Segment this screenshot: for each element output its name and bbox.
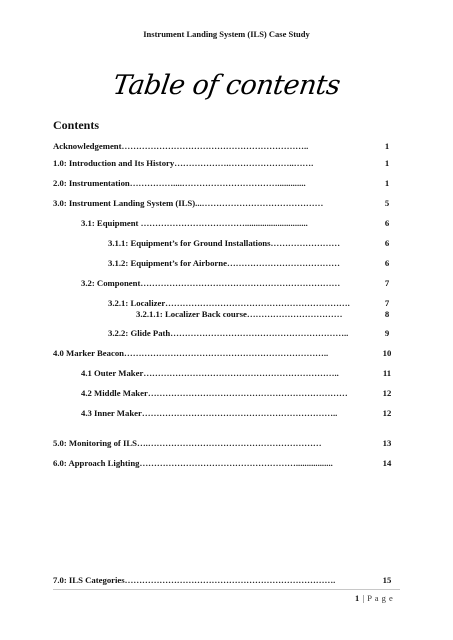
toc-entry-page: 1 (384, 141, 390, 151)
page-footer (355, 593, 393, 603)
footer-divider (53, 589, 400, 590)
toc-entry[interactable] (0, 458, 453, 470)
toc-entry-page: 1 (384, 158, 390, 168)
page-title: Table of contents (111, 70, 342, 101)
toc-entry-page: 14 (382, 458, 392, 468)
toc-entry-text: 1.0: Introduction and Its History……………….…………………..……. (53, 158, 314, 168)
toc-entry[interactable] (0, 218, 453, 230)
toc-entry-page: 9 (384, 328, 390, 338)
toc-entry[interactable] (0, 348, 453, 360)
toc-entry-text: 3.0: Instrument Landing System (ILS)...…………………………………… (53, 198, 324, 208)
contents-heading: Contents (53, 118, 100, 132)
toc-entry-page: 6 (384, 238, 390, 248)
toc-entry-text: 7.0: ILS Categories………………………………………………………………. (53, 575, 336, 585)
toc-entry-text: 3.2.1.1: Localizer Back course…………………………… (136, 309, 343, 319)
toc-entry-page: 15 (382, 575, 392, 585)
toc-entry-page: 7 (384, 278, 390, 288)
toc-entry[interactable] (0, 575, 453, 587)
toc-entry-page: 13 (382, 438, 392, 448)
toc-entry-text: 6.0: Approach Lighting………………………………………………................. (53, 458, 333, 468)
toc-entry[interactable] (0, 198, 453, 210)
footer-page-number: 1 (355, 593, 360, 603)
toc-entry-text: 2.0: Instrumentation……………....……………………………............. (53, 178, 306, 188)
toc-entry[interactable] (0, 408, 453, 420)
toc-entry[interactable] (0, 141, 453, 153)
toc-entry[interactable] (0, 438, 453, 450)
footer-page-label: P a g e (367, 593, 394, 603)
toc-entry-page: 10 (382, 348, 392, 358)
footer-separator: | (362, 593, 365, 603)
toc-entry-text: 3.2: Component…………………………………………………………… (81, 278, 341, 288)
toc-entry-text: 3.2.1: Localizer………………………………………………………. (108, 298, 350, 308)
toc-entry-page: 1 (384, 178, 390, 188)
toc-entry-text: 4.1 Outer Maker………………………………………………………….. (81, 368, 339, 378)
toc-entry-page: 6 (384, 218, 390, 228)
toc-entry[interactable] (0, 368, 453, 380)
toc-entry-text: 4.2 Middle Maker…………………………………………………………… (81, 388, 348, 398)
running-header: Instrument Landing System (ILS) Case Study (143, 29, 310, 39)
toc-entry[interactable] (0, 178, 453, 190)
toc-entry[interactable] (0, 278, 453, 290)
toc-entry-page: 5 (384, 198, 390, 208)
toc-entry-text: 3.1: Equipment ………………………………............................. (81, 218, 308, 228)
toc-entry[interactable] (0, 309, 453, 321)
toc-entry[interactable] (0, 328, 453, 340)
toc-entry[interactable] (0, 158, 453, 170)
toc-entry-page: 11 (382, 368, 392, 378)
toc-entry-text: 3.1.1: Equipment’s for Ground Installations…………………… (108, 238, 341, 248)
toc-entry[interactable] (0, 238, 453, 250)
toc-entry-page: 12 (382, 388, 392, 398)
toc-entry-text: 4.3 Inner Maker………………………………………………………….. (81, 408, 338, 418)
toc-entry-page: 6 (384, 258, 390, 268)
toc-entry-text: 5.0: Monitoring of ILS….…………………………………………………… (53, 438, 322, 448)
toc-entry-page: 7 (384, 298, 390, 308)
toc-entry[interactable] (0, 388, 453, 400)
toc-entry-text: 3.2.2: Glide Path…………………………………………………….. (108, 328, 349, 338)
toc-entry[interactable] (0, 258, 453, 270)
toc-entry-page: 12 (382, 408, 392, 418)
toc-entry-page: 8 (384, 309, 390, 319)
toc-entry-text: 4.0 Marker Beacon…………………………………………………………….. (53, 348, 329, 358)
toc-entry-text: Acknowledgement……………………………………………………….. (53, 141, 309, 151)
toc-entry-text: 3.1.2: Equipment’s for Airborne………………………………… (108, 258, 340, 268)
